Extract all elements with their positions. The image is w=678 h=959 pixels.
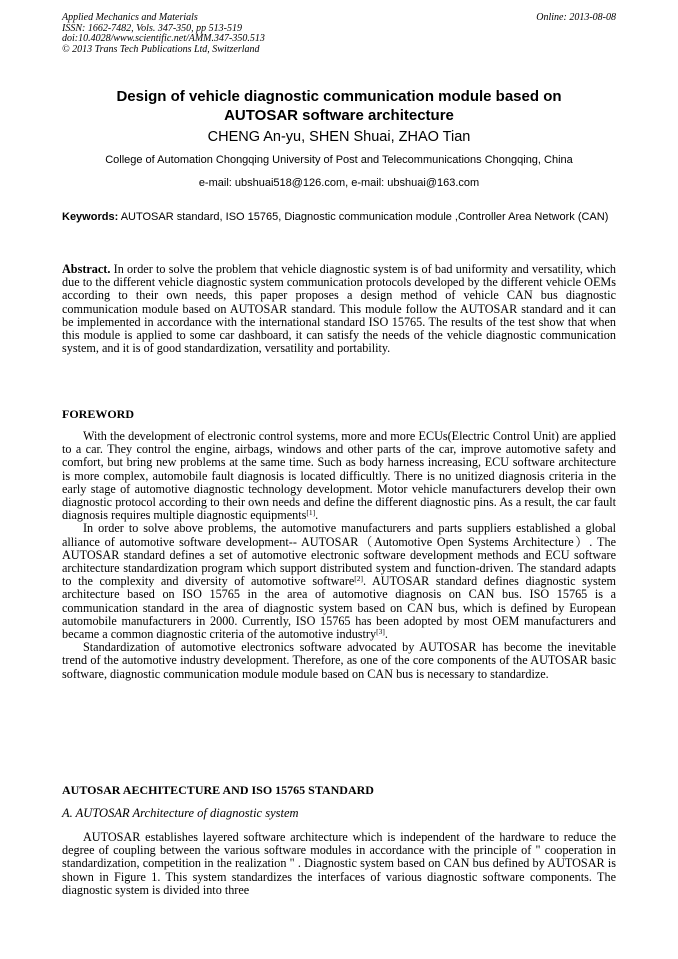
foreword-heading: FOREWORD <box>62 407 134 421</box>
online-date: Online: 2013-08-08 <box>536 12 616 23</box>
foreword-p2-end: . <box>384 627 388 642</box>
foreword-p1-text: With the development of electronic control systems, more and more ECUs(Electric Control Unit) are applied to a car. They control the engine, airbags, windows and other parts of the car, improve automotive safety and comfort, but bring new problems at the same time. Such as body harness increasing, ECU software architecture is more complex, automobile fault diagnosis is located difficultly. There is no unitized diagnosis criteria in the early stage of automotive diagnostic technology development. Motor vehicle manufacturers develop their own diagnostic protocol according to their own needs and define the different diagnostic pins. As a result, the car fault diagnosis requires multiple diagnostic equipments <box>62 429 616 523</box>
keywords <box>62 211 616 225</box>
citation-1[interactable]: [1] <box>306 508 316 518</box>
author-emails: e-mail: ubshuai518@126.com, e-mail: ubshuai@163.com <box>198 177 480 189</box>
foreword-paragraph-2 <box>62 522 616 641</box>
foreword-paragraph-1 <box>62 430 616 522</box>
issn-line: ISSN: 1662-7482, Vols. 347-350, pp 513-519 <box>62 22 242 34</box>
copyright-line: © 2013 Trans Tech Publications Ltd, Switzerland <box>62 43 260 55</box>
section-2a-body <box>62 831 616 897</box>
paper-title <box>62 87 616 125</box>
journal-name: Applied Mechanics and Materials <box>62 12 198 23</box>
foreword-paragraph-3: Standardization of automotive electronics software advocated by AUTOSAR has become the inevitable trend of the automotive industry development. Therefore, as one of the core components of the AUTOSAR basic software, diagnostic communication module module based on CAN bus is necessary to standardize. <box>62 640 616 681</box>
foreword-body <box>62 430 616 681</box>
title-line-1: Design of vehicle diagnostic communication module based on <box>116 88 562 105</box>
abstract-text: In order to solve the problem that vehicle diagnostic system is of bad uniformity and versatility, which due to the different vehicle diagnostic system communication protocols developed by the different vehicle OEMs according to their own needs, this paper proposes a design method of vehicle CAN bus diagnostic communication module based on AUTOSAR standard. This module follow the AUTOSAR standard and it can be implemented in accordance with the international standard ISO 15765. The results of the test show that when this module is applied to some car dashboard, it can satisfy the needs of the vehicle diagnostic communication system, and it is of good standardization, versatility and portability. <box>62 262 616 356</box>
foreword-p2-text-b: . AUTOSAR standard defines diagnostic system architecture based on ISO 15765 in the area of automotive diagnosis on CAN bus. ISO 15765 is a communication standard in the area of diagnostic system based on CAN bus, which is defined by European automobile manufacturers in 2000. Currently, ISO 15765 has been adopted by most OEM manufacturers and became a common diagnostic criteria of the automotive industry <box>62 574 616 642</box>
section-2a-paragraph-1: AUTOSAR establishes layered software architecture which is independent of the hardware to reduce the degree of coupling between the various software modules in accordance with the principle of " cooperation in standardization, competition in the realization " . Diagnostic system based on CAN bus defined by AUTOSAR is shown in Figure 1. This system standardizes the interfaces of various diagnostic software components. The diagnostic system is divided into three <box>62 830 616 897</box>
doi-line: doi:10.4028/www.scientific.net/AMM.347-350.513 <box>62 33 265 44</box>
journal-header <box>62 13 616 55</box>
keywords-text: AUTOSAR standard, ISO 15765, Diagnostic communication module ,Controller Area Network (CAN) <box>118 211 609 223</box>
section-2a-subheading: A. AUTOSAR Architecture of diagnostic system <box>62 806 299 820</box>
keywords-label: Keywords: <box>62 211 119 223</box>
abstract <box>62 263 616 355</box>
citation-2[interactable]: [2] <box>354 574 364 584</box>
section-2-heading: AUTOSAR AECHITECTURE AND ISO 15765 STANDARD <box>62 783 374 797</box>
affiliation: College of Automation Chongqing University of Post and Telecommunications Chongqing, China <box>105 154 573 166</box>
foreword-p1-end: . <box>315 508 319 523</box>
abstract-label: Abstract. <box>62 262 111 276</box>
foreword-p2-text-a: In order to solve above problems, the automotive manufacturers and parts suppliers established a global alliance of automotive software development-- AUTOSAR（Automotive Open Systems Architecture）. The AUTOSAR standard defines a set of automotive electronic software development methods and ECU software architecture standardization program which support distributed system and function-driven. The standard adapts to the complexity and diversity of automotive software <box>62 521 616 589</box>
citation-3[interactable]: [3] <box>376 627 385 637</box>
title-line-2: AUTOSAR software architecture <box>224 107 454 124</box>
author-list: CHENG An-yu, SHEN Shuai, ZHAO Tian <box>207 129 471 145</box>
